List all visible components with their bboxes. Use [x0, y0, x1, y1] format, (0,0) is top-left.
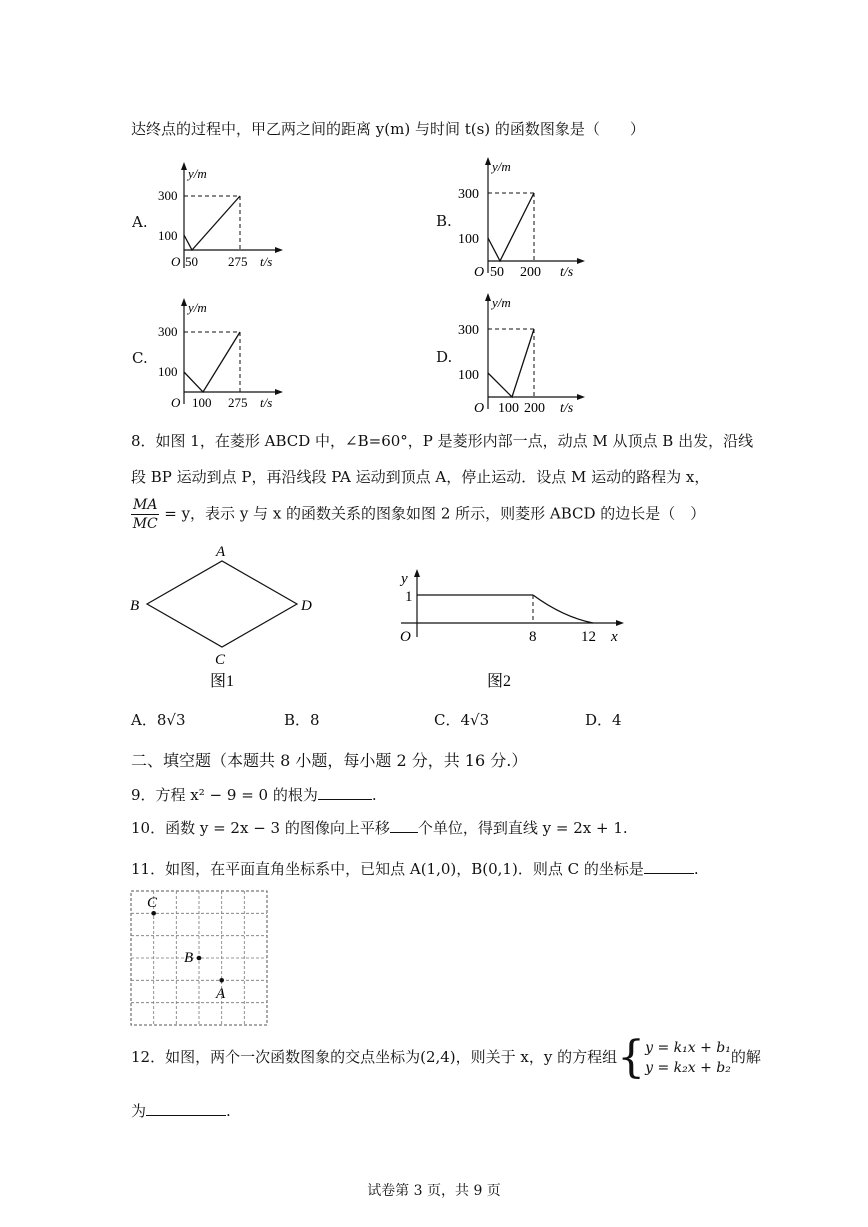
section-heading: 二、填空题（本题共 8 小题，每小题 2 分，共 16 分.） [131, 751, 528, 770]
q10-text: 10．函数 y = 2x − 3 的图像向上平移 [131, 819, 390, 837]
y-tick-300: 300 [458, 323, 479, 338]
point-a-label: A [216, 986, 226, 1002]
option-label: B. [436, 212, 452, 230]
fraction-numerator: MA [133, 497, 158, 513]
option-label: D. [436, 348, 453, 366]
x-axis-label: x [611, 629, 618, 645]
q10 [131, 818, 628, 838]
q11 [131, 859, 699, 879]
q8-line3: = y，表示 y 与 x 的函数关系的图象如图 2 所示，则菱形 ABCD 的边长是（ ） [164, 504, 706, 523]
choice-label: C． [434, 711, 461, 729]
y-axis-label: y/m [492, 295, 511, 310]
y-axis-label: y/m [188, 166, 207, 181]
page-footer: 试卷第 3 页，共 9 页 [367, 1183, 501, 1199]
choice-value: 8 [310, 711, 320, 729]
answer-blank[interactable] [146, 1101, 226, 1116]
x-tick-1: 100 [192, 395, 212, 410]
choice-d[interactable] [585, 710, 622, 730]
choice-value: 8√3 [156, 711, 186, 729]
q11-grid-figure [130, 890, 270, 1028]
figure-2-graph [393, 565, 633, 695]
y-tick-100: 100 [458, 368, 479, 383]
option-label: C. [132, 349, 148, 367]
q9-post: . [371, 786, 377, 804]
answer-blank[interactable] [644, 859, 694, 874]
vertex-a: A [216, 544, 226, 560]
choice-a[interactable] [131, 710, 186, 730]
x-axis-label: t/s [260, 395, 273, 410]
equation-system [645, 1038, 731, 1078]
y-tick-300: 300 [458, 187, 479, 202]
point-b-label: B [184, 950, 194, 966]
choice-value: 4√3 [460, 711, 490, 729]
choice-label: A． [131, 711, 157, 729]
vertex-c: C [215, 652, 226, 668]
origin-label: O [171, 254, 181, 269]
fraction-ma-mc [131, 496, 159, 533]
choice-label: D． [585, 711, 613, 729]
q12-line2-post: . [226, 1102, 231, 1120]
q12-line2-pre: 为 [131, 1102, 147, 1120]
x-tick-1: 50 [185, 254, 198, 269]
x-tick-2: 275 [228, 395, 248, 410]
choice-value: 4 [612, 711, 622, 729]
q11-post: . [693, 860, 699, 878]
x-tick-2: 200 [520, 265, 541, 280]
graph-a [150, 160, 290, 275]
tick-twelve: 12 [581, 629, 596, 645]
y-tick-100: 100 [158, 228, 178, 243]
graph-d [454, 291, 594, 416]
choice-label: B． [284, 711, 311, 729]
equation-2: y = k₂x + b₂ [645, 1060, 731, 1076]
y-tick-100: 100 [158, 364, 178, 379]
q8-line3-wrap [131, 496, 705, 533]
figure-1-rhombus [125, 540, 325, 695]
q10-post: 个单位，得到直线 y = 2x + 1. [417, 819, 628, 837]
origin-label: O [474, 265, 485, 280]
origin-label: O [474, 401, 485, 416]
q12 [131, 1032, 761, 1083]
choice-b[interactable] [284, 710, 320, 730]
y-tick-100: 100 [458, 232, 479, 247]
y-tick-300: 300 [158, 188, 178, 203]
q11-text: 11．如图，在平面直角坐标系中，已知点 A(1,0)，B(0,1)．则点 C 的坐标是 [131, 860, 644, 878]
tick-eight: 8 [529, 629, 537, 645]
q12-text: 12．如图，两个一次函数图象的交点坐标为(2,4)，则关于 x，y 的方程组 [131, 1048, 618, 1066]
x-axis-label: t/s [560, 265, 574, 280]
x-axis-label: t/s [560, 401, 574, 416]
q12-line2 [131, 1101, 231, 1121]
fraction-denominator: MC [132, 516, 158, 532]
x-tick-2: 200 [524, 401, 545, 416]
figure-2-caption: 图2 [487, 673, 512, 690]
x-tick-1: 50 [490, 265, 504, 280]
y-tick-300: 300 [158, 324, 178, 339]
graph-b [454, 155, 594, 280]
q8-line2: 段 BP 运动到点 P，再沿线段 PA 运动到顶点 A，停止运动．设点 M 运动的路程为 x， [131, 468, 710, 486]
vertex-b: B [130, 598, 140, 614]
graph-c [150, 296, 290, 411]
vertex-d: D [301, 598, 312, 614]
origin-label: O [400, 629, 411, 645]
q12-post: 的解 [730, 1048, 761, 1066]
x-axis-label: t/s [260, 254, 273, 269]
q9-text: 9．方程 x² − 9 = 0 的根为 [131, 786, 318, 804]
answer-blank[interactable] [318, 785, 372, 800]
y-axis-label: y/m [492, 159, 511, 174]
tick-one: 1 [405, 589, 413, 605]
choice-c[interactable] [434, 710, 489, 730]
q9 [131, 785, 377, 805]
q8-line1: 8．如图 1，在菱形 ABCD 中，∠B=60°，P 是菱形内部一点，动点 M 从顶点 B 出发，沿线 [131, 432, 754, 450]
x-tick-1: 100 [498, 401, 519, 416]
answer-blank[interactable] [390, 818, 418, 833]
brace-icon: { [617, 1032, 646, 1083]
y-axis-label: y [401, 571, 408, 587]
figure-1-caption: 图1 [210, 673, 235, 690]
x-tick-2: 275 [228, 254, 248, 269]
point-c-label: C [147, 895, 158, 911]
option-label: A. [132, 213, 148, 231]
q7-stem: 达终点的过程中，甲乙两之间的距离 y(m) 与时间 t(s) 的函数图象是（ ） [131, 120, 645, 138]
y-axis-label: y/m [188, 300, 207, 315]
equation-1: y = k₁x + b₁ [645, 1040, 731, 1056]
origin-label: O [171, 395, 181, 410]
